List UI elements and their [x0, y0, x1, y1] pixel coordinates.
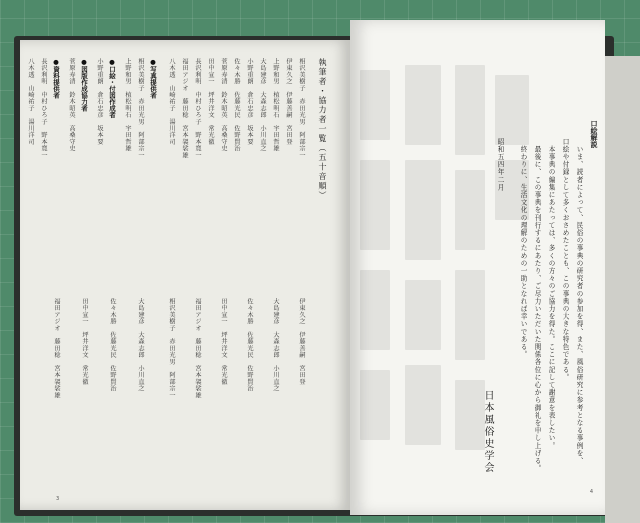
contributor-column: 相沢美樹子 赤田光男 阿部宗一 — [168, 298, 175, 399]
show-through-block — [405, 365, 441, 445]
contributor-column: 八木透 山崎祐子 湯川洋司 — [168, 58, 175, 146]
preface-paragraph: 本事典の編集にあたっては、多くの方々のご協力を得た。ここに記して謝意を表したい。 — [547, 138, 555, 450]
contributor-column: 佐々木勝 佐藤光民 佐野賢治 — [246, 298, 253, 392]
contributor-column: 長沢利明 中村ひろ子 野本寛一 — [194, 58, 201, 159]
contributor-column: 伊東久之 伊藤善嗣 宮田登 — [298, 298, 305, 386]
show-through-block — [360, 70, 390, 140]
contributor-column: 大島建彦 大森志郎 小川直之 — [259, 58, 266, 152]
book-back-cover — [605, 56, 640, 523]
show-through-block — [360, 370, 390, 440]
contributor-column: 小野重朗 倉石忠彦 坂本要 — [246, 58, 253, 146]
contributor-column: 伊東久之 伊藤善嗣 宮田登 — [285, 58, 292, 146]
preface-date: 昭和五四年二月 — [496, 138, 504, 192]
show-through-block — [360, 160, 390, 250]
contributor-column: 相沢美樹子 赤田光男 阿部宗一 — [298, 58, 305, 159]
show-through-block — [405, 280, 441, 350]
show-through-block — [455, 65, 485, 155]
contributor-column: 福田アジオ 藤田稔 宮本袈裟雄 — [181, 58, 188, 159]
show-through-block — [360, 270, 390, 350]
show-through-block — [405, 65, 441, 145]
section-drawings-heading: ●図版作成協力者 — [80, 58, 88, 112]
contributor-column: 佐々木勝 佐藤光民 佐野賢治 — [109, 298, 116, 392]
contributor-column: 田中宣一 坪井洋文 常光徹 — [81, 298, 88, 386]
contributor-column: 菅原寿清 鈴木昭英 高桑守史 — [220, 58, 227, 152]
section-materials-heading: ●資料提供者 — [52, 58, 60, 99]
preface-paragraph: 終わりに、生活文化の理解のための一助となれば幸いである。 — [519, 138, 527, 359]
commentary-title: 口絵解説 — [590, 120, 599, 148]
contributor-column: 菅原寿清 鈴木昭英 高桑守史 — [68, 58, 75, 152]
contributor-column: 福田アジオ 藤田稔 宮本袈裟雄 — [53, 298, 60, 399]
publisher-name: 日本風俗史学会 — [482, 390, 493, 474]
contributor-column: 田中宣一 坪井洋文 常光徹 — [207, 58, 214, 146]
contributors-title: 執筆者・協力者一覧（五十音順） — [318, 58, 327, 201]
right-page-number: 4 — [589, 489, 593, 495]
contributor-column: 相沢美樹子 赤田光男 阿部宗一 — [137, 58, 144, 159]
preface-paragraph: 口絵や付録として多くおさめたことも、この事典の大きな特色である。 — [561, 138, 569, 382]
show-through-block — [495, 75, 529, 145]
section-oral-heading: ●口絵・付図作成者 — [108, 58, 116, 118]
preface-paragraph: 最後に、この事典を刊行するにあたり、ご尽力いただいた関係各位に心から御礼を申し上げる。 — [533, 138, 541, 473]
show-through-block — [455, 270, 485, 360]
contributor-column: 田中宣一 坪井洋文 常光徹 — [220, 298, 227, 386]
contributor-column: 大島建彦 大森志郎 小川直之 — [272, 298, 279, 392]
contributor-column: 福田アジオ 藤田稔 宮本袈裟雄 — [194, 298, 201, 399]
preface-paragraph: いま、読者によって、民俗の事典の研究者の参加を得、また、風俗研究に参考となる事例を、 — [575, 138, 583, 465]
contributor-column: 上野和男 植松明石 宇田哲雄 — [272, 58, 279, 152]
right-page — [350, 20, 605, 515]
show-through-block — [405, 160, 441, 260]
contributor-column: 小野重朗 倉石忠彦 坂本要 — [96, 58, 103, 146]
contributor-column: 長沢利明 中村ひろ子 野本寛一 — [40, 58, 47, 159]
show-through-block — [455, 170, 485, 250]
contributor-column: 佐々木勝 佐藤光民 佐野賢治 — [233, 58, 240, 152]
contributor-column: 八木透 山崎祐子 湯川洋司 — [27, 58, 34, 146]
left-page — [20, 40, 350, 510]
left-page-number: 3 — [56, 496, 60, 502]
contributor-column: 大島建彦 大森志郎 小川直之 — [137, 298, 144, 392]
section-photos-heading: ●写真提供者 — [149, 58, 157, 99]
contributor-column: 上野和男 植松明石 宇田哲雄 — [124, 58, 131, 152]
